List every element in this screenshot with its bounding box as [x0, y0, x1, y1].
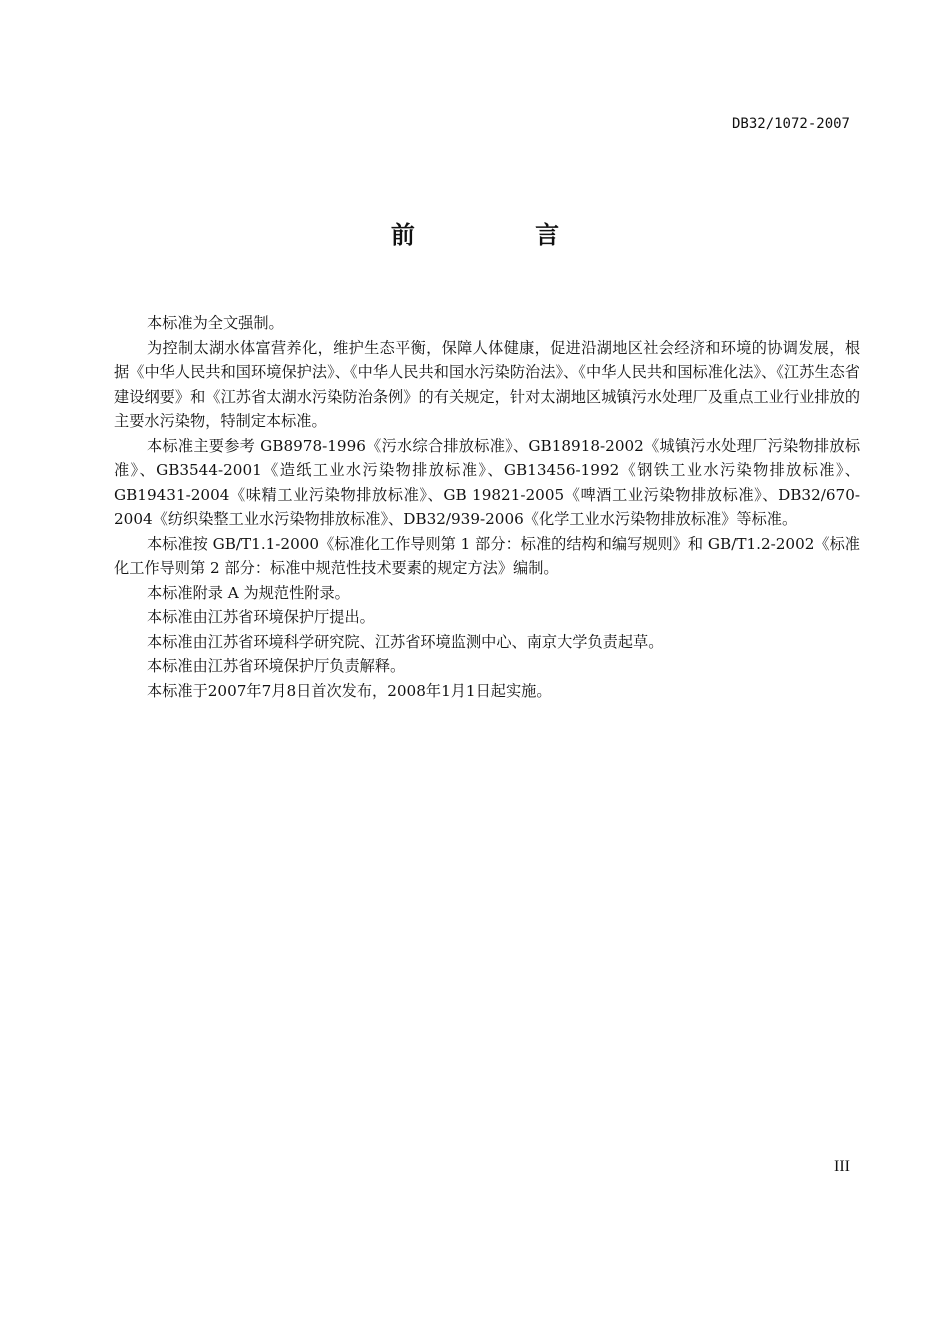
paragraph: 本标准于2007年7月8日首次发布，2008年1月1日起实施。: [147, 681, 552, 700]
foreword-body: [114, 311, 860, 703]
document-code: DB32/1072-2007: [731, 116, 850, 132]
paragraph: 本标准按 GB/T1.1-2000《标准化工作导则第 1 部分：标准的结构和编写规则》和 GB/T1.2-2002《标准化工作导则第 2 部分：标准中规范性技术要素的规定方法》编制。: [114, 534, 860, 577]
page-title: 前 言: [390, 221, 616, 249]
page-number: III: [834, 1158, 850, 1175]
paragraph: 为控制太湖水体富营养化，维护生态平衡，保障人体健康，促进沿湖地区社会经济和环境的协调发展，根据《中华人民共和国环境保护法》、《中华人民共和国水污染防治法》、《中华人民共和国标准化法》、《江苏生态省建设纲要》和《江苏省太湖水污染防治条例》的有关规定，针对太湖地区城镇污水处理厂及重点工业行业排放的主要水污染物，特制定本标准。: [114, 338, 860, 430]
paragraph: 本标准由江苏省环境科学研究院、江苏省环境监测中心、南京大学负责起草。: [147, 632, 664, 651]
paragraph: 本标准由江苏省环境保护厅负责解释。: [147, 657, 406, 675]
paragraph: 本标准由江苏省环境保护厅提出。: [147, 608, 375, 626]
paragraph: 本标准主要参考 GB8978-1996《污水综合排放标准》、GB18918-2002《城镇污水处理厂污染物排放标准》、GB3544-2001《造纸工业水污染物排放标准》、GB13456-1992《钢铁工业水污染物排放标准》、GB19431-2004《味精工业污染物排放标准》、GB 19821-2005《啤酒工业污染物排放标准》、DB32/670-2004《纺织染整工业水污染物排放标准》、DB32/939-2006《化学工业水污染物排放标准》等标准。: [114, 436, 860, 528]
paragraph: 本标准为全文强制。: [147, 314, 284, 332]
paragraph: 本标准附录 A 为规范性附录。: [147, 583, 350, 602]
